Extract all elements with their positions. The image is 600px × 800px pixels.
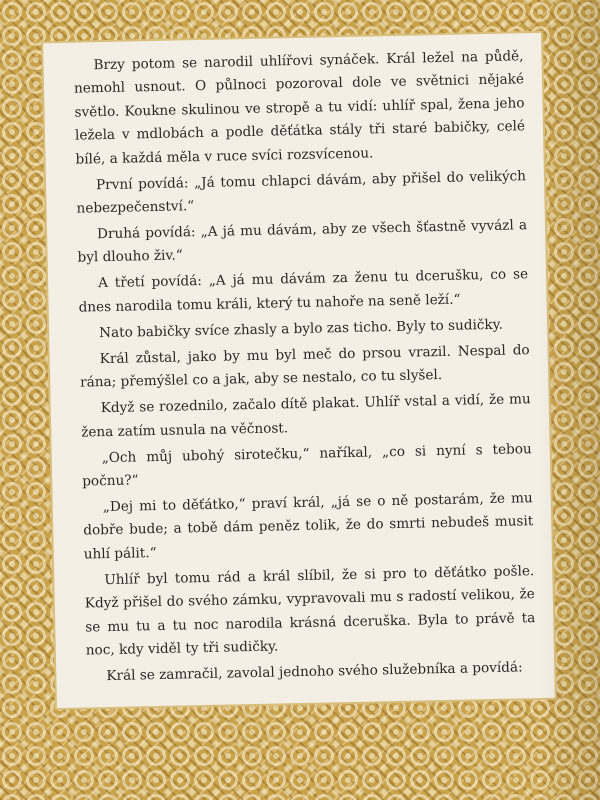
- story-text: [73, 45, 536, 691]
- paragraph-2: První povídá: „Já tomu chlapci dávám, aby přišel do velikých nebezpečenství.“: [76, 167, 527, 217]
- paragraph-3: Druhá povídá: „A já mu dávám, aby ze všech šťastně vyvázl a byl dlouho živ.“: [77, 217, 528, 267]
- paragraph-9: „Dej mi to děťátko,“ praví král, „já se o ně postarám, že mu dobře bude; a tobě dám peněz tolik, že do smrti nebudeš musit uhlí pálit.“: [83, 490, 534, 563]
- paragraph-4: A třetí povídá: „A já mu dávám za ženu tu dcerušku, co se dnes narodila tomu králi, který tu nahoře na seně leží.“: [78, 266, 529, 316]
- paragraph-7: Když se rozednilo, začalo dítě plakat. Uhlíř vstal a vidí, že mu žena zatím usnula na věčnost.: [81, 391, 531, 441]
- paragraph-10: Uhlíř byl tomu rád a král slíbil, že si pro to děťátko pošle. Když přišel do svého zámku, vypravovali mu s radostí velikou, že se mu tu a tu noc narodila krásná dceruška. Byla to právě ta noc, kdy viděl ty tři sudičky.: [84, 562, 536, 659]
- paragraph-6: Král zůstal, jako by mu byl meč do prsou vrazil. Nespal do rána; přemýšlel co a jak, aby se nestalo, co tu slyšel.: [80, 342, 530, 391]
- paragraph-5: Nato babičky svíce zhasly a bylo zas ticho. Byly to sudičky.: [99, 316, 504, 342]
- paragraph-11: Král se zamračil, zavolal jednoho svého služebníka a povídá:: [106, 659, 523, 685]
- text-panel: [43, 33, 555, 708]
- paragraph-8: „Och můj ubohý sirotečku,“ naříkal, „co si nyní s tebou počnu?“: [82, 440, 532, 490]
- paragraph-1: Brzy potom se narodil uhlířovi synáček. Král ležel na půdě, nemohl usnout. O půlnoci pozoroval dole ve světnici nějaké světlo. Koukne skulinou ve stropě a tu vidí: uhlíř spal, žena jeho ležela v mdlobách a podle děťátka stály tři staré babičky, celé bílé, a každá měla v ruce svíci rozsvícenou.: [73, 48, 526, 168]
